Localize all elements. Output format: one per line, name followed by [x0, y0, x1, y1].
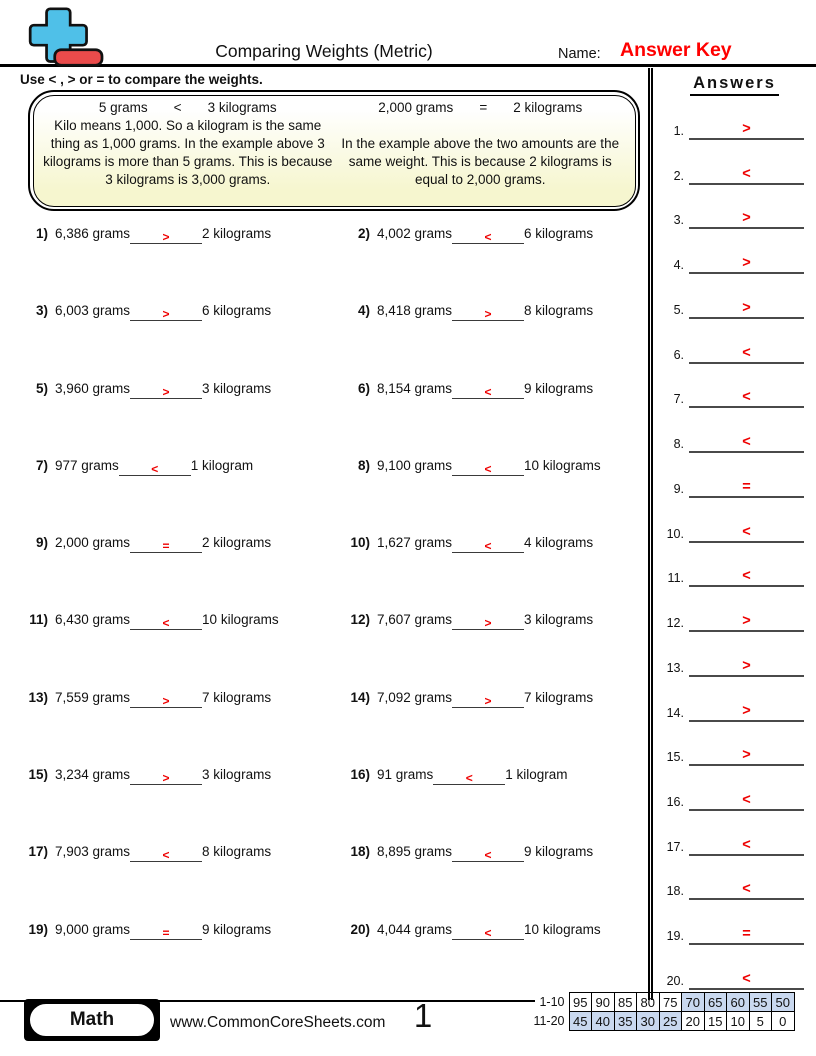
- problem-left-amount: 2,000 grams: [55, 535, 131, 551]
- score-cell: 55: [749, 993, 772, 1012]
- score-cell: 80: [637, 993, 660, 1012]
- problem-right-amount: 7 kilograms: [524, 689, 594, 705]
- problem-answer-blank: [452, 460, 524, 476]
- problem-answer-symbol: >: [484, 693, 492, 708]
- page-title: Comparing Weights (Metric): [215, 41, 433, 61]
- answer-line: [689, 970, 804, 990]
- problem-left-amount: 9,100 grams: [377, 457, 453, 473]
- page-number: 1: [413, 997, 433, 1034]
- problem-right-amount: 10 kilograms: [524, 457, 601, 473]
- name-label: Name:: [558, 46, 601, 62]
- answer-number: 18.: [666, 884, 684, 899]
- problem-left-amount: 7,559 grams: [55, 689, 131, 705]
- problem-answer-blank: [130, 383, 202, 399]
- problem-number: 9): [35, 535, 48, 551]
- problem-right-amount: 7 kilograms: [202, 689, 272, 705]
- problem-answer-symbol: <: [162, 848, 170, 863]
- answer-number: 16.: [666, 795, 684, 810]
- problem-left-amount: 4,002 grams: [377, 226, 453, 241]
- answer-line: [689, 120, 804, 140]
- answer-symbol: <: [742, 389, 751, 406]
- answer-item: [661, 612, 804, 632]
- problem-right-amount: 9 kilograms: [524, 844, 594, 860]
- example-right-amount2: 2 kilograms: [513, 99, 583, 115]
- score-row: [531, 993, 794, 1012]
- problem-answer-symbol: <: [484, 384, 492, 399]
- problem-answer-blank: [130, 769, 202, 785]
- answer-line: [689, 165, 804, 185]
- problem-answer-symbol: <: [484, 925, 492, 940]
- problem-left-amount: 3,960 grams: [55, 380, 131, 396]
- score-cell: 95: [569, 993, 592, 1012]
- answer-item: [661, 702, 804, 722]
- problem-left-amount: 8,154 grams: [377, 380, 453, 396]
- score-cell: 70: [682, 993, 705, 1012]
- answer-number: 7.: [673, 392, 684, 407]
- answer-item: [661, 388, 804, 408]
- problem-answer-symbol: >: [162, 771, 170, 786]
- answer-line: [689, 657, 804, 677]
- answer-item: [661, 746, 804, 766]
- problem-answer-blank: [130, 228, 202, 244]
- problem-number: 10): [350, 535, 370, 551]
- answer-number: 5.: [673, 302, 684, 317]
- problem-number: 11): [29, 612, 48, 628]
- problem-left-amount: 6,430 grams: [55, 612, 131, 628]
- example-left-comparison: [42, 99, 335, 117]
- answer-key-value: Answer Key: [620, 39, 732, 61]
- problem-right-amount: 4 kilograms: [524, 535, 594, 551]
- example-left-amount1: 5 grams: [98, 99, 148, 115]
- answer-symbol: <: [742, 568, 751, 585]
- problem-answer-symbol: <: [484, 461, 492, 476]
- example-right-symbol: =: [479, 99, 488, 115]
- problem-answer-symbol: >: [162, 307, 170, 322]
- problem-answer-symbol: <: [484, 539, 492, 554]
- score-row: [531, 1012, 794, 1031]
- answer-line: [689, 523, 804, 543]
- problem-right-amount: 1 kilogram: [505, 767, 568, 783]
- answer-symbol: <: [742, 836, 751, 853]
- answer-symbol: >: [742, 121, 751, 137]
- problem-answer-blank: [130, 692, 202, 708]
- answer-item: [661, 523, 804, 543]
- answer-line: [689, 209, 804, 229]
- problem-number: 4): [357, 303, 370, 319]
- problem-answer-blank: [130, 537, 202, 553]
- problem-number: 17): [28, 844, 48, 860]
- problem-answer-symbol: <: [465, 771, 473, 786]
- problem-answer-symbol: =: [162, 539, 170, 554]
- problem-left-amount: 6,003 grams: [55, 303, 131, 319]
- problem-left-amount: 9,000 grams: [55, 921, 131, 937]
- answer-item: [661, 836, 804, 856]
- answer-number: 6.: [673, 347, 684, 362]
- answer-number: 10.: [666, 526, 684, 541]
- problem-number: 18): [350, 844, 370, 860]
- problem-row: [342, 759, 648, 836]
- problem-right-amount: 10 kilograms: [524, 921, 601, 937]
- answer-symbol: >: [742, 702, 751, 719]
- answer-number: 17.: [666, 839, 684, 854]
- problem-number: 13): [28, 689, 48, 705]
- answer-number: 20.: [666, 973, 684, 988]
- answer-symbol: >: [742, 613, 751, 630]
- problem-right-amount: 3 kilograms: [202, 767, 272, 783]
- problem-right-amount: 2 kilograms: [202, 226, 272, 241]
- score-cell: 50: [772, 993, 795, 1012]
- problem-left-amount: 7,607 grams: [377, 612, 453, 628]
- problem-row: [20, 914, 342, 991]
- problem-answer-blank: [130, 305, 202, 321]
- problem-row: [342, 218, 648, 295]
- problems-grid: [20, 218, 648, 991]
- answer-item: [661, 880, 804, 900]
- problem-right-amount: 8 kilograms: [524, 303, 594, 319]
- answer-line: [689, 299, 804, 319]
- example-box: [28, 90, 640, 211]
- problem-right-amount: 1 kilogram: [190, 457, 254, 473]
- problem-left-amount: 1,627 grams: [377, 535, 453, 551]
- problem-answer-symbol: <: [151, 461, 159, 476]
- score-cell: 10: [727, 1012, 750, 1031]
- example-right: [334, 99, 627, 202]
- answer-line: [689, 478, 804, 498]
- problem-answer-blank: [452, 537, 524, 553]
- problem-row: [20, 218, 342, 295]
- problem-row: [342, 836, 648, 913]
- problem-left-amount: 977 grams: [55, 457, 119, 473]
- answer-item: [661, 433, 804, 453]
- problem-answer-symbol: <: [484, 848, 492, 863]
- score-cell: 75: [659, 993, 682, 1012]
- problem-answer-blank: [130, 846, 202, 862]
- instruction-text: Use < , > or = to compare the weights.: [20, 72, 263, 87]
- answer-symbol: <: [742, 523, 751, 540]
- problem-row: [20, 759, 342, 836]
- problem-number: 8): [357, 457, 370, 473]
- answer-symbol: >: [742, 657, 751, 674]
- problem-left-amount: 8,418 grams: [377, 303, 453, 319]
- answer-item: [661, 254, 804, 274]
- problem-answer-blank: [452, 614, 524, 630]
- problem-right-amount: 6 kilograms: [202, 303, 272, 319]
- answer-symbol: <: [742, 344, 751, 361]
- problem-row: [20, 527, 342, 604]
- problem-answer-blank: [130, 614, 202, 630]
- example-left: [42, 99, 335, 202]
- answer-line: [689, 433, 804, 453]
- problem-row: [342, 914, 648, 991]
- score-cell: 5: [749, 1012, 772, 1031]
- problem-row: [20, 450, 342, 527]
- problem-answer-blank: [452, 924, 524, 940]
- score-row-label: 11-20: [533, 1014, 565, 1028]
- answer-symbol: <: [742, 881, 751, 898]
- answer-line: [689, 791, 804, 811]
- problem-left-amount: 6,386 grams: [55, 226, 131, 241]
- answer-item: [661, 970, 804, 990]
- answer-symbol: >: [742, 299, 751, 316]
- problem-answer-symbol: >: [162, 693, 170, 708]
- answer-line: [689, 254, 804, 274]
- problem-number: 3): [35, 303, 48, 319]
- answers-panel: [648, 68, 816, 1000]
- problem-row: [20, 682, 342, 759]
- problem-number: 15): [28, 767, 48, 783]
- score-cell: 65: [704, 993, 727, 1012]
- problem-answer-symbol: <: [162, 616, 170, 631]
- score-cell: 30: [637, 1012, 660, 1031]
- answer-number: 2.: [673, 168, 684, 183]
- answer-number: 1.: [673, 124, 684, 138]
- answer-item: [661, 567, 804, 587]
- problem-left-amount: 7,092 grams: [377, 689, 453, 705]
- answer-item: [661, 209, 804, 229]
- answer-item: [661, 657, 804, 677]
- example-left-amount2: 3 kilograms: [207, 99, 277, 115]
- answer-symbol: >: [742, 255, 751, 272]
- problem-answer-symbol: >: [484, 307, 492, 322]
- score-cell: 45: [569, 1012, 592, 1031]
- answers-title: Answers: [690, 74, 779, 96]
- answer-symbol: >: [742, 747, 751, 764]
- problem-number: 14): [350, 689, 370, 705]
- score-cell: 20: [682, 1012, 705, 1031]
- problem-right-amount: 2 kilograms: [202, 535, 272, 551]
- answer-line: [689, 925, 804, 945]
- problem-row: [342, 682, 648, 759]
- problem-number: 6): [357, 380, 370, 396]
- problem-right-amount: 3 kilograms: [202, 380, 272, 396]
- problem-number: 2): [357, 226, 370, 241]
- problem-answer-blank: [130, 924, 202, 940]
- score-cell: 35: [614, 1012, 637, 1031]
- answer-number: 11.: [667, 571, 684, 586]
- answer-item: [661, 925, 804, 945]
- answer-symbol: =: [742, 478, 751, 495]
- answer-symbol: <: [742, 970, 751, 987]
- answer-line: [689, 880, 804, 900]
- problem-row: [342, 295, 648, 372]
- answer-number: 13.: [666, 660, 684, 675]
- score-cell: 85: [614, 993, 637, 1012]
- problem-left-amount: 8,895 grams: [377, 844, 453, 860]
- problem-row: [20, 604, 342, 681]
- score-table-body: [531, 993, 794, 1031]
- problem-answer-symbol: >: [484, 616, 492, 631]
- answer-line: [689, 746, 804, 766]
- answer-item: [661, 478, 804, 498]
- problem-number: 7): [35, 457, 48, 473]
- score-cell: 90: [592, 993, 615, 1012]
- answer-symbol: <: [742, 792, 751, 809]
- example-right-comparison: [334, 99, 627, 117]
- score-table: [531, 992, 795, 1031]
- problem-answer-blank: [119, 460, 191, 476]
- problem-right-amount: 9 kilograms: [202, 921, 272, 937]
- problem-left-amount: 91 grams: [377, 767, 434, 783]
- problem-left-amount: 4,044 grams: [377, 921, 453, 937]
- score-cell: 15: [704, 1012, 727, 1031]
- score-cell: 60: [727, 993, 750, 1012]
- problem-answer-symbol: <: [484, 230, 492, 244]
- example-right-explanation: In the example above the two amounts are the same weight. This is because 2 kilograms is equal to 2,000 grams.: [341, 136, 620, 188]
- answer-number: 12.: [666, 616, 684, 631]
- score-row-label: 1-10: [539, 995, 565, 1009]
- problem-right-amount: 6 kilograms: [524, 226, 594, 241]
- header: [0, 0, 816, 67]
- answer-symbol: <: [742, 434, 751, 451]
- answer-number: 14.: [666, 705, 684, 720]
- problem-answer-symbol: >: [162, 384, 170, 399]
- math-badge: [24, 999, 160, 1041]
- problem-row: [342, 450, 648, 527]
- problem-number: 5): [35, 380, 48, 396]
- answers-title-wrap: [653, 74, 816, 96]
- problem-answer-blank: [452, 846, 524, 862]
- score-cell: 25: [659, 1012, 682, 1031]
- problem-left-amount: 7,903 grams: [55, 844, 131, 860]
- answer-number: 4.: [673, 258, 684, 273]
- problem-right-amount: 8 kilograms: [202, 844, 272, 860]
- answers-list: [661, 120, 804, 990]
- answer-line: [689, 567, 804, 587]
- answer-line: [689, 836, 804, 856]
- answer-item: [661, 120, 804, 140]
- math-label: Math: [29, 1003, 155, 1037]
- problem-row: [20, 295, 342, 372]
- answer-line: [689, 612, 804, 632]
- problem-answer-blank: [452, 383, 524, 399]
- problem-right-amount: 3 kilograms: [524, 612, 594, 628]
- problem-right-amount: 9 kilograms: [524, 380, 594, 396]
- answer-symbol: =: [742, 926, 751, 943]
- problem-row: [342, 604, 648, 681]
- problem-right-amount: 10 kilograms: [202, 612, 279, 628]
- problem-answer-symbol: =: [162, 925, 170, 940]
- problem-number: 1): [35, 226, 48, 241]
- problem-left-amount: 3,234 grams: [55, 767, 131, 783]
- answer-line: [689, 388, 804, 408]
- answer-line: [689, 702, 804, 722]
- answer-number: 3.: [673, 213, 684, 228]
- problem-answer-blank: [433, 769, 505, 785]
- problem-number: 19): [28, 921, 48, 937]
- score-cell: 0: [772, 1012, 795, 1031]
- example-box-inner: [33, 95, 636, 207]
- problem-answer-blank: [452, 692, 524, 708]
- answer-item: [661, 299, 804, 319]
- score-cell: 40: [592, 1012, 615, 1031]
- example-left-symbol: <: [173, 99, 182, 115]
- answer-item: [661, 344, 804, 364]
- problem-number: 12): [350, 612, 370, 628]
- answer-symbol: >: [742, 210, 751, 227]
- problem-answer-blank: [452, 228, 524, 244]
- problem-answer-blank: [452, 305, 524, 321]
- problem-answer-symbol: >: [162, 230, 170, 244]
- answer-number: 15.: [666, 750, 684, 765]
- example-left-explanation: Kilo means 1,000. So a kilogram is the same thing as 1,000 grams. In the example above 3 kilograms is more than 5 grams. This is because 3 kilograms is 3,000 grams.: [43, 118, 333, 188]
- problem-row: [20, 373, 342, 450]
- website-text: www.CommonCoreSheets.com: [170, 1014, 386, 1031]
- problem-number: 16): [350, 767, 370, 783]
- problem-row: [342, 373, 648, 450]
- answer-symbol: <: [742, 165, 751, 182]
- answer-number: 8.: [673, 437, 684, 452]
- answer-line: [689, 344, 804, 364]
- problem-row: [20, 836, 342, 913]
- problem-number: 20): [350, 921, 370, 937]
- answer-number: 9.: [673, 481, 684, 496]
- answer-item: [661, 791, 804, 811]
- answer-item: [661, 165, 804, 185]
- answer-number: 19.: [666, 929, 684, 944]
- example-right-amount1: 2,000 grams: [378, 99, 454, 115]
- problem-row: [342, 527, 648, 604]
